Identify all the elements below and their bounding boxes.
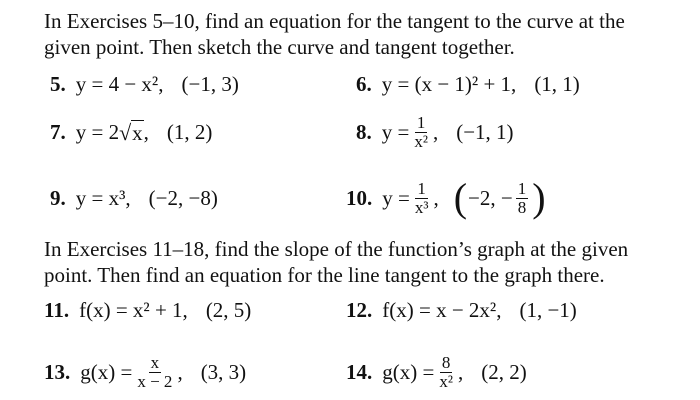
exercise-number: 6.: [356, 71, 372, 96]
numerator: 1: [417, 178, 426, 198]
given-point: (2, 2): [481, 359, 527, 384]
given-point: (3, 3): [200, 359, 247, 384]
denominator: 8: [517, 197, 527, 217]
exercise-number: 9.: [50, 185, 66, 210]
exercise-number: 13.: [44, 359, 71, 384]
denominator: x²: [439, 371, 453, 391]
exercise-11: [44, 290, 251, 330]
left-paren: (: [453, 175, 468, 220]
exercise-number: 8.: [356, 119, 372, 144]
exercise-8: [356, 112, 514, 152]
exercise-number: 10.: [346, 185, 373, 210]
given-point: (1, 1): [534, 71, 580, 96]
right-paren: ): [532, 175, 546, 220]
given-point: (1, 2): [166, 119, 213, 144]
numerator: 8: [441, 352, 451, 372]
equation-prefix: y =: [382, 185, 410, 210]
exercise-9: [50, 178, 218, 218]
given-point: (−2, −8): [148, 185, 218, 210]
denominator: x − 2: [137, 371, 173, 391]
equation-suffix: ,: [177, 359, 183, 384]
fraction: [412, 114, 430, 151]
denominator: x³: [414, 197, 429, 217]
square-root: [119, 118, 144, 146]
point-prefix: −2, −: [468, 185, 513, 210]
instructions-line: given point. Then sketch the curve and tangent together.: [44, 35, 515, 59]
equation: f(x) = x² + 1,: [79, 297, 188, 322]
given-point: (−1, 3): [181, 71, 239, 96]
numerator: 1: [416, 112, 426, 132]
exercise-10: [346, 175, 547, 220]
given-point: (−1, 1): [456, 119, 514, 144]
exercise-12: [346, 290, 577, 330]
equation-suffix: ,: [143, 119, 149, 144]
exercise-14: [346, 352, 527, 392]
exercise-7: [50, 112, 212, 152]
exercise-number: 12.: [346, 297, 373, 322]
exercise-number: 11.: [44, 297, 70, 322]
given-point: (2, 5): [205, 297, 252, 322]
equation: f(x) = x − 2x²,: [382, 297, 502, 322]
equation-prefix: y = 2: [75, 119, 120, 144]
point-fraction: [516, 180, 529, 217]
fraction: [135, 354, 174, 391]
equation-prefix: g(x) =: [382, 359, 435, 384]
equation-suffix: ,: [457, 359, 464, 384]
denominator: x²: [414, 131, 428, 151]
instructions-line: In Exercises 11–18, find the slope of the function’s graph at the given: [44, 237, 629, 261]
fraction: [413, 180, 431, 217]
equation: y = 4 − x²,: [75, 71, 164, 96]
exercise-number: 7.: [50, 119, 66, 144]
instructions-11-18: [44, 236, 684, 288]
instructions-line: point. Then find an equation for the line tangent to the graph there.: [44, 263, 605, 287]
given-point: [453, 175, 547, 220]
exercise-number: 14.: [346, 359, 373, 384]
fraction: [437, 354, 455, 391]
instructions-line: In Exercises 5–10, find an equation for the tangent to the curve at the: [44, 9, 625, 33]
equation: y = x³,: [75, 185, 131, 210]
exercise-5: [50, 64, 239, 104]
numerator: x: [150, 352, 160, 372]
exercise-13: [44, 352, 246, 392]
radical-sign-icon: √: [119, 120, 132, 145]
exercise-number: 5.: [50, 71, 66, 96]
given-point: (1, −1): [519, 297, 577, 322]
equation-prefix: g(x) =: [80, 359, 133, 384]
equation-suffix: ,: [433, 185, 439, 210]
radicand: x: [132, 121, 143, 145]
equation-suffix: ,: [432, 119, 439, 144]
equation-prefix: y =: [381, 119, 410, 144]
instructions-5-10: [44, 8, 684, 60]
equation: y = (x − 1)² + 1,: [381, 71, 517, 96]
numerator: 1: [517, 178, 527, 198]
exercise-6: [356, 64, 580, 104]
